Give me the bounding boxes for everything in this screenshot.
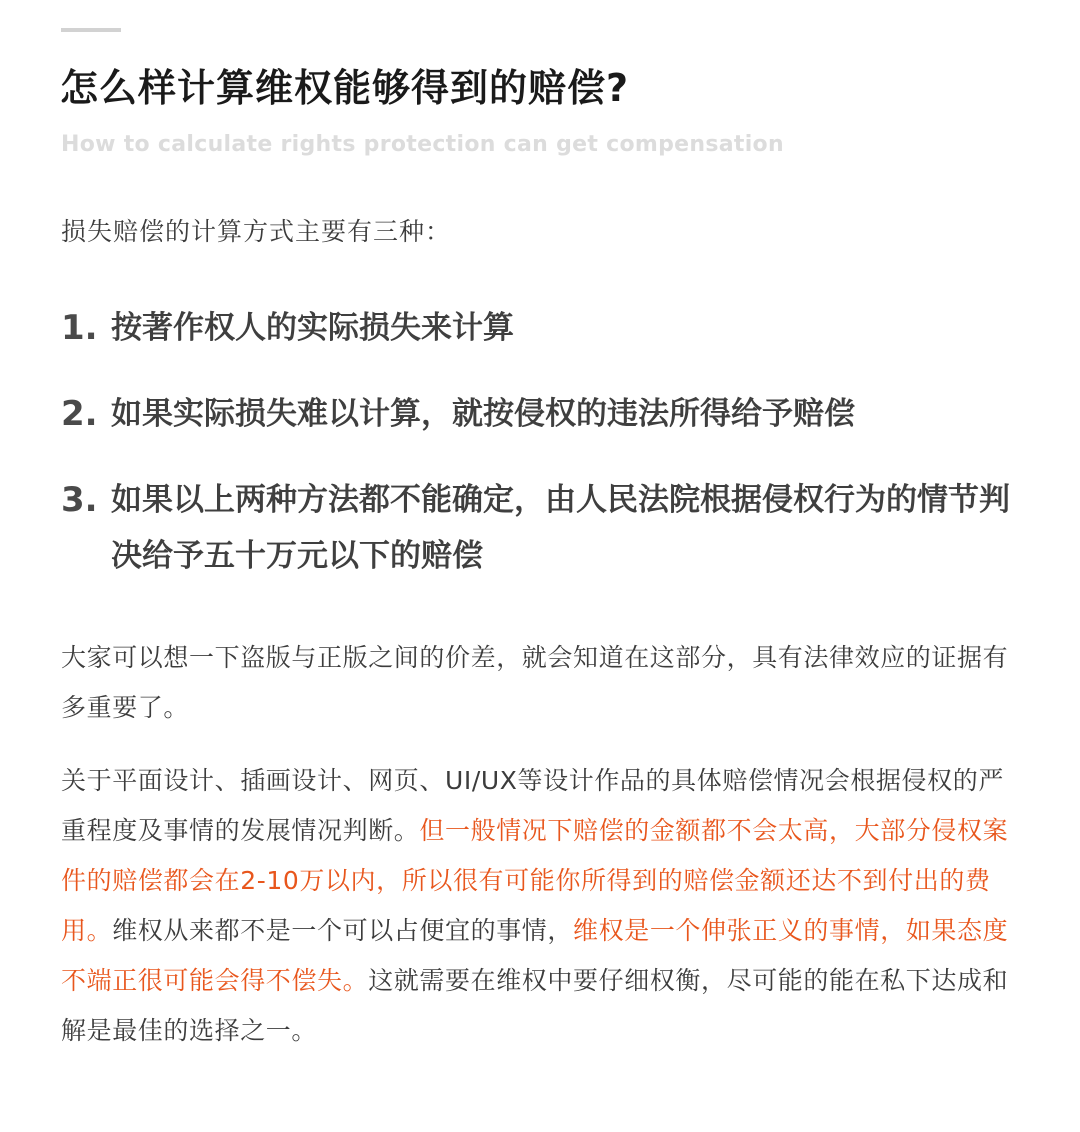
page-title: 怎么样计算维权能够得到的赔偿?: [60, 66, 630, 110]
paragraph-segment: 维权从来都不是一个可以占便宜的事情，: [112, 916, 574, 945]
list-number: 1.: [61, 308, 98, 348]
list-text: 如果以上两种方法都不能确定，由人民法院根据侵权行为的情节判决给予五十万元以下的赔偿: [111, 482, 1010, 574]
highlighted-segment: 维权是一个伸张正义的事情，如果态度不端正很可能会得不偿失。: [61, 916, 1009, 995]
paragraph-price-difference: 大家可以想一下盗版与正版之间的价差，就会知道在这部分，具有法律效应的证据有多重要了。: [61, 643, 1009, 722]
decorative-top-bar: [61, 28, 121, 32]
paragraph-segment: 关于平面设计、插画设计、网页、UI/UX等设计作品的具体赔偿情况会根据侵权的严重程度及事情的发展情况判断。: [61, 766, 1004, 845]
list-number: 2.: [61, 394, 98, 434]
paragraph-compensation-details: [61, 756, 1026, 1056]
list-number: 3.: [61, 480, 98, 520]
list-text: 如果实际损失难以计算，就按侵权的违法所得给予赔偿: [111, 396, 855, 432]
list-item: [61, 300, 1021, 356]
page-subtitle: How to calculate rights protection can get compensation: [61, 132, 784, 157]
methods-list: [61, 300, 1021, 614]
list-item: [61, 386, 1021, 442]
paragraph-segment: 这就需要在维权中要仔细权衡，尽可能的能在私下达成和解是最佳的选择之一。: [61, 966, 1009, 1045]
intro-text: 损失赔偿的计算方式主要有三种：: [61, 217, 452, 246]
list-text: 按著作权人的实际损失来计算: [111, 310, 514, 346]
list-item: [61, 472, 1021, 584]
highlighted-segment: 但一般情况下赔偿的金额都不会太高，大部分侵权案件的赔偿都会在2-10万以内，所以很有可能你所得到的赔偿金额还达不到付出的费用。: [61, 816, 1009, 945]
